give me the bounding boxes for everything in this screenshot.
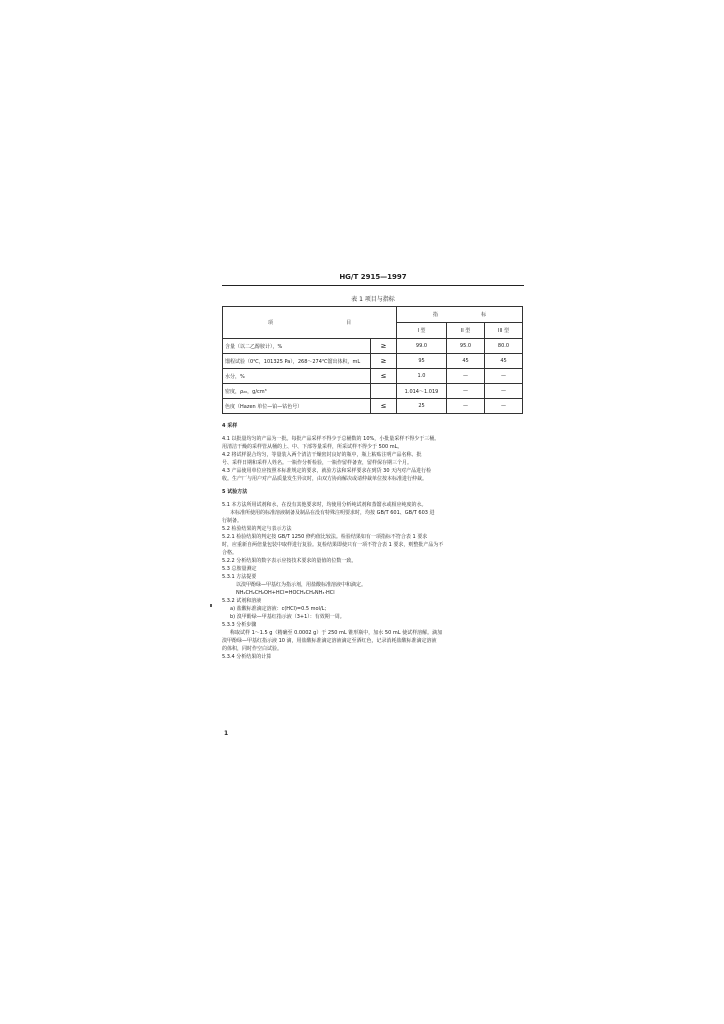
paragraph-line: 行制备。 [222, 518, 243, 524]
subsection-heading: 5.3.2 试剂和溶液 [222, 598, 262, 604]
row-value-3: 45 [485, 354, 523, 369]
paragraph-line: 4.1 以批量均匀的产品为一批。每批产品采样不得少于总桶数的 10%，小批量采样不得少于三桶。 [222, 436, 440, 442]
paragraph-line: 4.3 产品使用单位应按照本标准规定的要求，就验方法和采样要求在到货 30 天内对产品进行检 [222, 468, 432, 474]
row-name: 密度，ρ₂₀，g/cm³ [223, 384, 371, 399]
section-heading: 5 试验方法 [222, 489, 248, 495]
scan-speck [210, 604, 212, 607]
row-value-1: 1.014～1.019 [397, 384, 447, 399]
index-header-right: 标 [481, 312, 487, 318]
subsection-heading: 5.3.4 分析结果的计算 [222, 654, 272, 660]
row-value-3: — [485, 369, 523, 384]
list-item: b) 溴甲酚绿—甲基红指示液（3+1）：有效期一周。 [230, 614, 345, 620]
list-item: a) 盐酸标准滴定溶液：c(HCl)=0.5 mol/L； [230, 606, 330, 612]
row-comparator: ≤ [371, 369, 397, 384]
row-value-1: 95 [397, 354, 447, 369]
row-value-3: 80.0 [485, 339, 523, 354]
body-text [222, 422, 524, 661]
row-value-2: 45 [447, 354, 485, 369]
row-name: 色度（Hazen 单位—铂—钴色号） [223, 399, 371, 414]
item-header-cell [223, 307, 397, 339]
row-name: 水分，% [223, 369, 371, 384]
header-rule [222, 285, 524, 286]
paragraph-line: 5.2.1 检验结果的判定按 GB/T 1250 修约值比较法。检验结果如有一项指标不符合表 1 要求 [222, 534, 428, 540]
grade-header-1: I 型 [397, 323, 447, 339]
table-header-row [223, 307, 523, 323]
paragraph-line: 溴甲酚绿—甲基红指示液 10 滴，用盐酸标准滴定溶液滴定至酒红色，记录消耗盐酸标准滴定溶液 [222, 638, 437, 644]
section-heading: 4 采样 [222, 423, 238, 429]
paragraph-line: 时，应重新自两倍量包装中取样进行复验。复检结果即使只有一项不符合表 1 要求，则整批产品为不 [222, 542, 444, 548]
paragraph-line: 的体积，同时作空白试验。 [222, 646, 283, 652]
index-header-left: 指 [432, 312, 438, 318]
row-comparator: ≤ [371, 399, 397, 414]
paragraph-line: 4.2 将试样混合均匀，等量装入两个清洁干燥密封良好的瓶中，瓶上粘贴注明产品名称、批 [222, 452, 422, 458]
subsection-heading: 5.3.3 分析步骤 [222, 622, 257, 628]
table-row [223, 354, 523, 369]
paragraph-line: 收。生产厂与用户对产品质量发生异议时，由双方协商解决或请仲裁单位按本标准进行仲裁。 [222, 476, 428, 482]
row-value-2: 95.0 [447, 339, 485, 354]
grade-header-2: II 型 [447, 323, 485, 339]
standard-header: HG/T 2915—1997 [339, 273, 407, 281]
spec-table [222, 306, 523, 414]
row-comparator [371, 384, 397, 399]
row-value-3: — [485, 384, 523, 399]
row-value-1: 99.0 [397, 339, 447, 354]
table-row [223, 369, 523, 384]
row-value-2: — [447, 399, 485, 414]
chemical-formula: NH₂CH₂CH₂OH+HCl=HOCH₂CH₂NH₃·HCl [236, 590, 335, 596]
subsection-heading: 5.3.1 方法提要 [222, 574, 257, 580]
paragraph-line: 号、采样日期和采样人姓名。一瓶作分析检验，一瓶作留样备查，留样保存期三个月。 [222, 460, 413, 466]
document-page [222, 270, 524, 740]
paragraph-line: 以溴甲酚绿—甲基红为指示剂，用盐酸标准溶液中和滴定。 [236, 582, 367, 588]
paragraph-line: 5.2.2 分析结果的数字表示应按技术要求的量值的位数一致。 [222, 558, 357, 564]
row-value-1: 1.0 [397, 369, 447, 384]
grade-header-3: III 型 [485, 323, 523, 339]
paragraph-line: 合格。 [222, 550, 238, 556]
paragraph-line: 称取试样 1～1.5 g（精确至 0.0002 g）于 250 mL 锥形瓶中，加水 50 mL 使试样溶解。滴加 [230, 630, 443, 636]
row-name: 馏程试验（0℃，101325 Pa），268～274℃馏出体积，mL [223, 354, 371, 369]
row-value-1: 25 [397, 399, 447, 414]
row-value-3: — [485, 399, 523, 414]
paragraph-line: 本标准所使用的标准溶液制备及制品在没有特殊注明要求时，均按 GB/T 601、GB/T 603 进 [230, 510, 435, 516]
row-value-2: — [447, 384, 485, 399]
table-row [223, 339, 523, 354]
index-header-cell [397, 307, 523, 323]
row-name: 含量（以二乙醇胺计），% [223, 339, 371, 354]
table-row [223, 399, 523, 414]
paragraph-line: 用清洁干燥的采样管从桶的上、中、下部等量采样，所采试样不得少于 500 mL。 [222, 444, 403, 450]
row-value-2: — [447, 369, 485, 384]
item-header-right: 目 [346, 320, 352, 326]
subsection-heading: 5.2 检验结果的判定与表示方法 [222, 526, 292, 532]
table-row [223, 384, 523, 399]
paragraph-line: 5.1 本方法所用试剂和水，在没有其他要求时，均使用分析纯试剂和蒸馏水或相应纯度的水。 [222, 502, 427, 508]
subsection-heading: 5.3 总胺量测定 [222, 566, 257, 572]
table-caption: 表 1 项目与指标 [351, 296, 395, 303]
page-number: 1 [224, 730, 229, 737]
item-header-left: 项 [267, 320, 273, 326]
row-comparator: ≥ [371, 354, 397, 369]
row-comparator: ≥ [371, 339, 397, 354]
